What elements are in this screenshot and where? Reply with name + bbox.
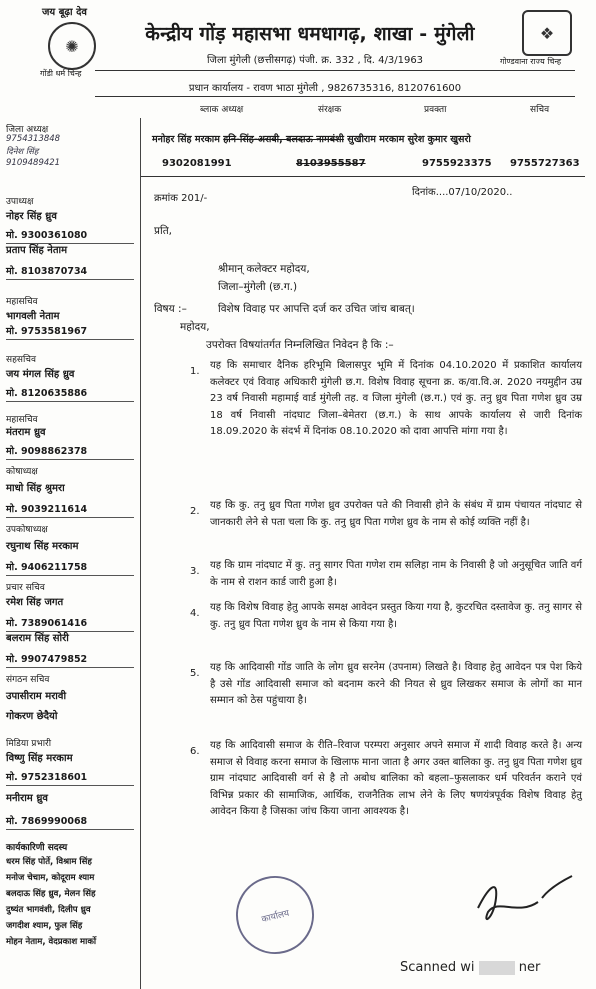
- treasurer-phone: मो. 9039211614: [6, 502, 134, 518]
- point-3-number: 3.: [190, 566, 200, 577]
- addressee-line-2: जिला–मुंगेली (छ.ग.): [218, 281, 298, 293]
- officer-head-spokesperson: प्रवक्ता: [424, 105, 447, 115]
- point-1-text: यह कि समाचार दैनिक हरिभूमि बिलासपुर भूमि में दिनांक 04.10.2020 में प्रकाशित कार्यालय कलेक्टर एवं विवाह अधिकारी मुंगेली छ.ग. विशेष विवाह सूचना क्र. क/वा.वि.अ. 2020 नयमुद्दीन उम्र 23 वर्ष निवासी महामाई वार्ड मुंगेली तह. व जिला मुंगेली (छ.ग.) एवं कु. तनु ध्रुव पिता गणेश ध्रुव उम्र 18 वर्ष निवासी नांदघाट जिला–बेमेतरा (छ.ग.) के साथ आपके कार्यालय से जारी दिनांक 18.09.2020 के संदर्भ में दिनांक 08.10.2020 को दावा आपत्ति मांगा गया है।: [210, 360, 582, 437]
- js-phone: मो. 8120635886: [6, 386, 134, 402]
- vp1-phone: मो. 9300361080: [6, 228, 134, 244]
- gs-label: महासचिव: [6, 297, 38, 307]
- executive-line-4: दुष्यंत भागवंशी, दिलीप ध्रुव: [6, 905, 91, 915]
- vp2-phone: मो. 8103870734: [6, 264, 134, 280]
- point-4-number: 4.: [190, 608, 200, 619]
- letter-date: दिनांक....07/10/2020..: [412, 187, 513, 198]
- executive-line-1: धरम सिंह पोर्ते, विश्राम सिंह: [6, 857, 92, 867]
- org-secretary2-name: गोकरण छेदैयो: [6, 711, 58, 722]
- officer-phone-1: 9302081991: [162, 158, 232, 169]
- scanner-watermark-part-1: Scanned wi: [400, 960, 475, 975]
- organization-title: केन्द्रीय गोंड़ महासभा धमधागढ़, शाखा - मुंगेली: [145, 23, 475, 45]
- officer-head-block: ब्लाक अध्यक्ष: [200, 105, 244, 115]
- officer-divider: [140, 176, 585, 177]
- officer-name-1: मनोहर सिंह मरकाम: [152, 134, 220, 145]
- org-secretary-label: संगठन सचिव: [6, 675, 50, 685]
- media-label: मिडिया प्रभारी: [6, 739, 52, 749]
- js-label: सहसचिव: [6, 355, 36, 365]
- handwritten-note-2: दिनेश सिंह: [6, 147, 39, 157]
- to-label: प्रति,: [154, 225, 173, 237]
- media2-phone: मो. 7869990068: [6, 814, 134, 830]
- subject-label: विषय :–: [154, 303, 187, 315]
- js-name: जय मंगल सिंह ध्रुव: [6, 369, 75, 380]
- ms-label: महासचिव: [6, 415, 38, 425]
- vp1-name: नोहर सिंह ध्रुव: [6, 211, 57, 222]
- publicity1-phone: मो. 7389061416: [6, 616, 134, 632]
- vice-treasurer-label: उपकोषाध्यक्ष: [6, 525, 48, 535]
- officer-phone-2: 8103955587: [296, 158, 366, 169]
- executive-line-3: बलदाऊ सिंह ध्रुव, मेलन सिंह: [6, 889, 96, 899]
- treasurer-name: माधो सिंह श्रुमरा: [6, 483, 65, 494]
- top-greeting: जय बूढ़ा देव: [42, 7, 87, 18]
- intro-line: उपरोक्त विषयांतर्गत निम्नलिखित निवेदन है कि :–: [206, 339, 394, 351]
- media2-name: मनीराम ध्रुव: [6, 793, 48, 804]
- office-address: प्रधान कार्यालय - रावण भाठा मुंगेली , 9826735316, 8120761600: [188, 83, 462, 94]
- gs-name: भागवली नेताम: [6, 311, 60, 322]
- point-4-text: यह कि विशेष विवाह हेतु आपके समक्ष आवेदन प्रस्तुत किया गया है, कुटरचित दस्तावेज कु. तनु सागर से कु. तनु ध्रुव पिता गणेश ध्रुव के नाम से किया गया है।: [210, 602, 582, 630]
- point-2-number: 2.: [190, 506, 200, 517]
- district-president-label: जिला अध्यक्ष: [6, 125, 49, 135]
- ms-phone: मो. 9098862378: [6, 444, 134, 460]
- treasurer-label: कोषाध्यक्ष: [6, 467, 38, 477]
- vp-label: उपाध्यक्ष: [6, 197, 34, 207]
- scanner-watermark: [400, 960, 540, 975]
- point-3-text: यह कि ग्राम नांदघाट में कु. तनु सागर पिता गणेश राम सलिहा नाम के निवासी है जो अनुसूचित जाति वर्ग के नाम से राशन कार्ड जारी हुआ है।: [210, 560, 582, 588]
- right-logo-caption: गोण्डवाना राज्य चिन्ह: [500, 57, 562, 66]
- publicity2-phone: मो. 9907479852: [6, 652, 134, 668]
- officer-phone-4: 9755727363: [510, 158, 580, 169]
- office-bearers-sidebar: [0, 118, 141, 989]
- gondi-dharma-logo-icon: ✺: [48, 22, 96, 70]
- signature-icon: [468, 868, 578, 932]
- point-6-text: यह कि आदिवासी समाज के रीति–रिवाज परम्परा अनुसार अपने समाज में शादी विवाह करते है। अन्य समाज से विवाह करना समाज के खिलाफ माना जाता है अगर उक्त बालिका कु. तनु ध्रुव पिता गणेश ध्रुव ग्राम नांदघाट आदिवासी वर्ग से है तो अबोध बालिका को बहला–फुसलाकर धर्म परिवर्तन कराने एवं विभिन्न प्रकार की सामाजिक, आर्थिक, राजनैतिक लाभ लेने के लिए षणयंत्रपूर्वक विशेष विवाह हेतु आवेदन किया है जिसका जांच किया जाना आवश्यक है।: [210, 740, 582, 817]
- left-logo-caption: गोंडी धर्म चिन्ह: [40, 69, 82, 78]
- officer-name-struck: हनि-सिंह-अरावी, बलदाऊ नामबंशी: [223, 134, 344, 145]
- registration-line: जिला मुंगेली (छत्तीसगढ़) पंजी. क्र. 332 , दि. 4/3/1963: [206, 55, 424, 66]
- point-2-text: यह कि कु. तनु ध्रुव पिता गणेश ध्रुव उपरोक्त पते की निवासी होने के संबंध में ग्राम पंचायत नांदघाट से जानकारी लेने से पता चला कि कु. तनु ध्रुव पिता गणेश ध्रुव के नाम से कोई व्यक्ति नहीं है।: [210, 500, 582, 528]
- point-5-number: 5.: [190, 668, 200, 679]
- executive-line-2: मनोज चेचाम, कोदूराम श्याम: [6, 873, 95, 883]
- gs-phone: मो. 9753581967: [6, 324, 134, 340]
- media1-phone: मो. 9752318601: [6, 770, 134, 786]
- gondwana-state-logo-icon: ❖: [522, 10, 572, 56]
- salutation: महोदय,: [180, 321, 210, 333]
- executive-label: कार्यकारिणी सदस्य: [6, 843, 68, 853]
- executive-line-6: मोहन नेताम, वेदप्रकाश मार्को: [6, 937, 97, 947]
- scanner-watermark-part-2: ner: [518, 960, 541, 975]
- header-divider: [95, 70, 575, 71]
- officer-head-secretary: सचिव: [530, 105, 550, 115]
- executive-line-5: जगदीश श्याम, फुल सिंह: [6, 921, 83, 931]
- officer-head-patron: संरक्षक: [318, 105, 342, 115]
- officer-phone-3: 9755923375: [422, 158, 492, 169]
- letter-body: [150, 180, 590, 980]
- handwritten-note-1: 9754313848: [6, 134, 61, 144]
- point-6-number: 6.: [190, 746, 200, 757]
- officer-names: [152, 132, 471, 145]
- publicity2-name: बलराम सिंह सोरी: [6, 633, 69, 644]
- publicity-label: प्रचार सचिव: [6, 583, 45, 593]
- header-divider-2: [95, 96, 575, 97]
- publicity1-name: रमेश सिंह जगत: [6, 597, 64, 608]
- office-stamp: कार्यालय: [228, 868, 323, 963]
- media1-name: विष्णु सिंह मरकाम: [6, 753, 73, 764]
- vice-treasurer-phone: मो. 9406211758: [6, 560, 134, 576]
- handwritten-note-3: 9109489421: [6, 158, 61, 168]
- officer-name-2: सुखीराम मरकाम सुरेश कुमार खुसरो: [347, 134, 471, 145]
- vice-treasurer-name: रघुनाथ सिंह मरकाम: [6, 541, 79, 552]
- org-secretary1-name: उपासीराम मरावी: [6, 691, 67, 702]
- reference-number: क्रमांक 201/-: [154, 193, 208, 204]
- vp2-name: प्रताप सिंह नेताम: [6, 245, 68, 256]
- ms-name: मंतराम ध्रुव: [6, 427, 46, 438]
- point-1-number: 1.: [190, 366, 200, 377]
- subject-text: विशेष विवाह पर आपत्ति दर्ज कर उचित जांच बाबत्।: [218, 303, 415, 315]
- scanner-logo-icon: [479, 961, 515, 975]
- point-5-text: यह कि आदिवासी गोंड जाति के लोग ध्रुव सरनेम (उपनाम) लिखते है। विवाह हेतु आवेदन पत्र पेश किये है उसे गोंड आदिवासी समाज को बदनाम करने की नियत से ध्रुव लिखकर समाज के लोगों का मान सम्मान को ठेस पहुंचाया है।: [210, 662, 582, 706]
- addressee-line-1: श्रीमान् कलेक्टर महोदय,: [218, 263, 310, 275]
